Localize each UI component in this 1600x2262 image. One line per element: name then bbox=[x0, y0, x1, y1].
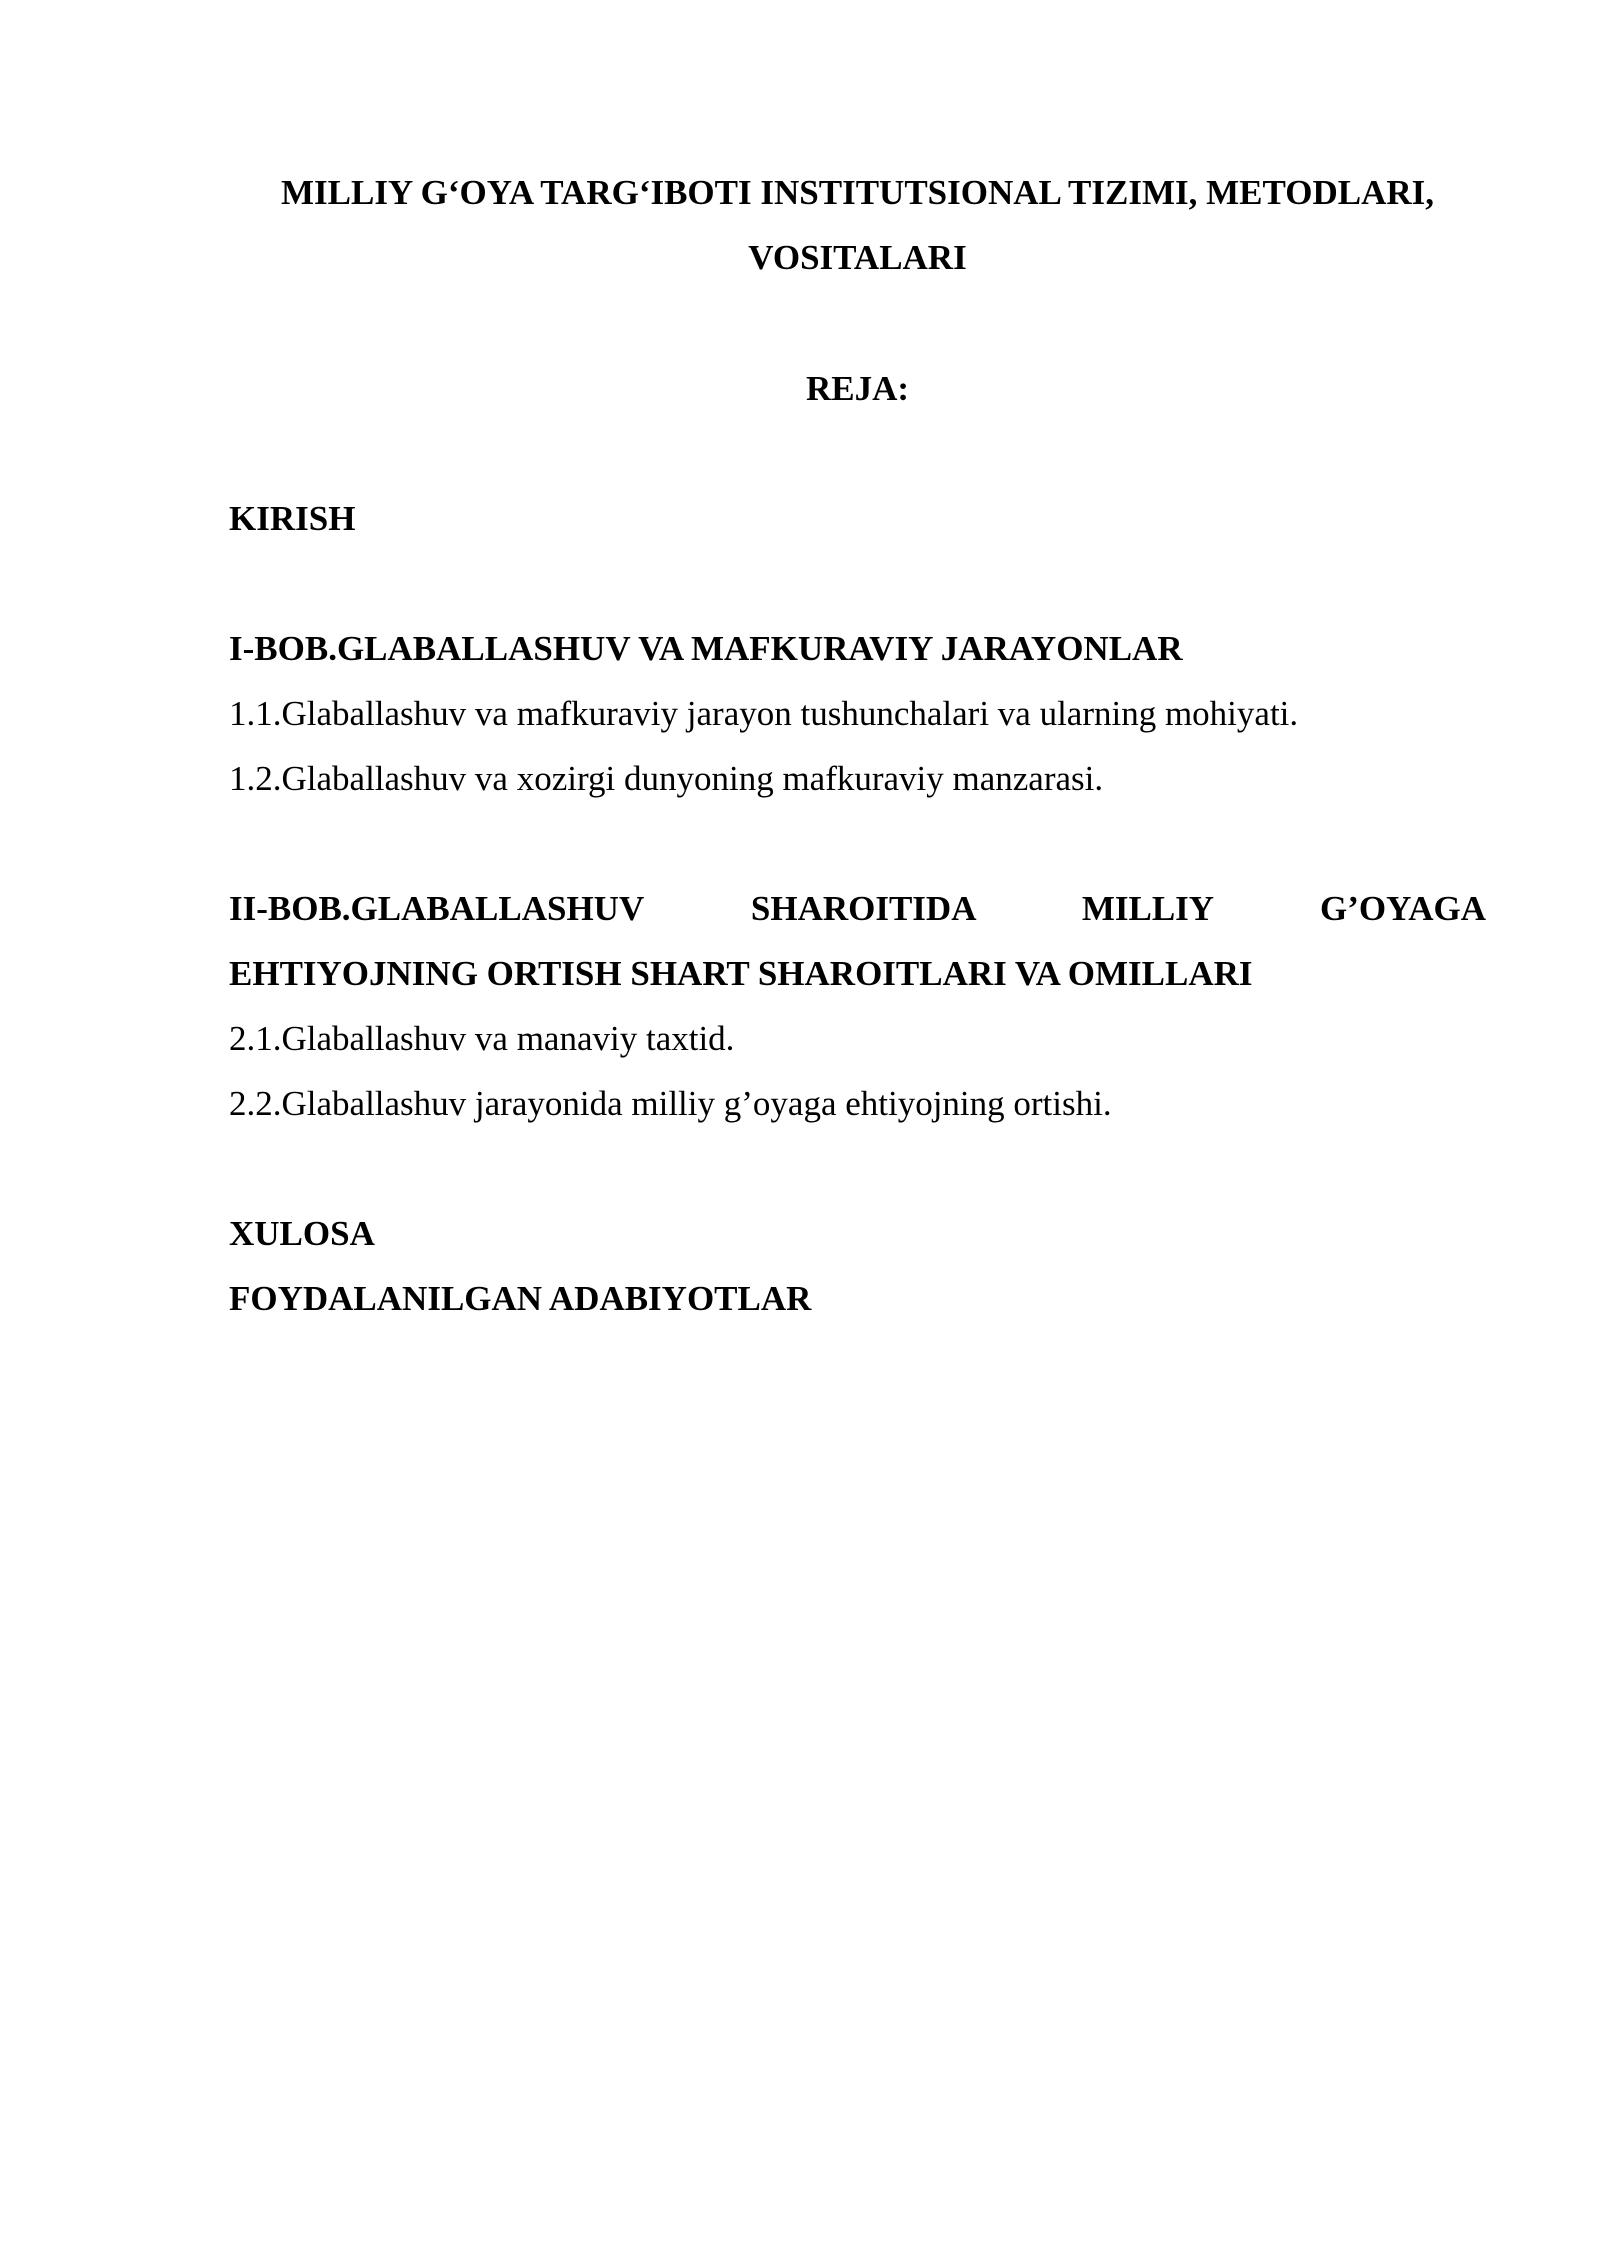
chapter-2-item-1: 2.1.Glaballashuv va manaviy taxtid. bbox=[229, 1019, 735, 1058]
document-title-line-1: MILLIY G‘OYA TARG‘IBOTI INSTITUTSIONAL TIZIMI, METODLARI, bbox=[280, 173, 1435, 212]
chapter-1-heading: I-BOB.GLABALLASHUV VA MAFKURAVIY JARAYONLAR bbox=[229, 629, 1183, 668]
chapter-2-item-2: 2.2.Glaballashuv jarayonida milliy g’oyaga ehtiyojning ortishi. bbox=[229, 1084, 1112, 1123]
document-content bbox=[229, 160, 1486, 1331]
chapter-1-item-1: 1.1.Glaballashuv va mafkuraviy jarayon tushunchalari va ularning mohiyati. bbox=[229, 694, 1299, 733]
plan-label: REJA: bbox=[805, 369, 910, 408]
conclusion-heading: XULOSA bbox=[229, 1214, 375, 1253]
references-heading: FOYDALANILGAN ADABIYOTLAR bbox=[229, 1279, 812, 1318]
document-title-line-2: VOSITALARI bbox=[748, 238, 967, 277]
chapter-2-heading-line-2: EHTIYOJNING ORTISH SHART SHAROITLARI VA OMILLARI bbox=[229, 954, 1253, 993]
chapter-1-item-2: 1.2.Glaballashuv va xozirgi dunyoning mafkuraviy manzarasi. bbox=[229, 759, 1104, 798]
chapter-2-heading-line-1: II-BOB.GLABALLASHUV SHAROITIDA MILLIY G’OYAGA bbox=[229, 889, 1486, 928]
intro-heading: KIRISH bbox=[229, 499, 356, 538]
